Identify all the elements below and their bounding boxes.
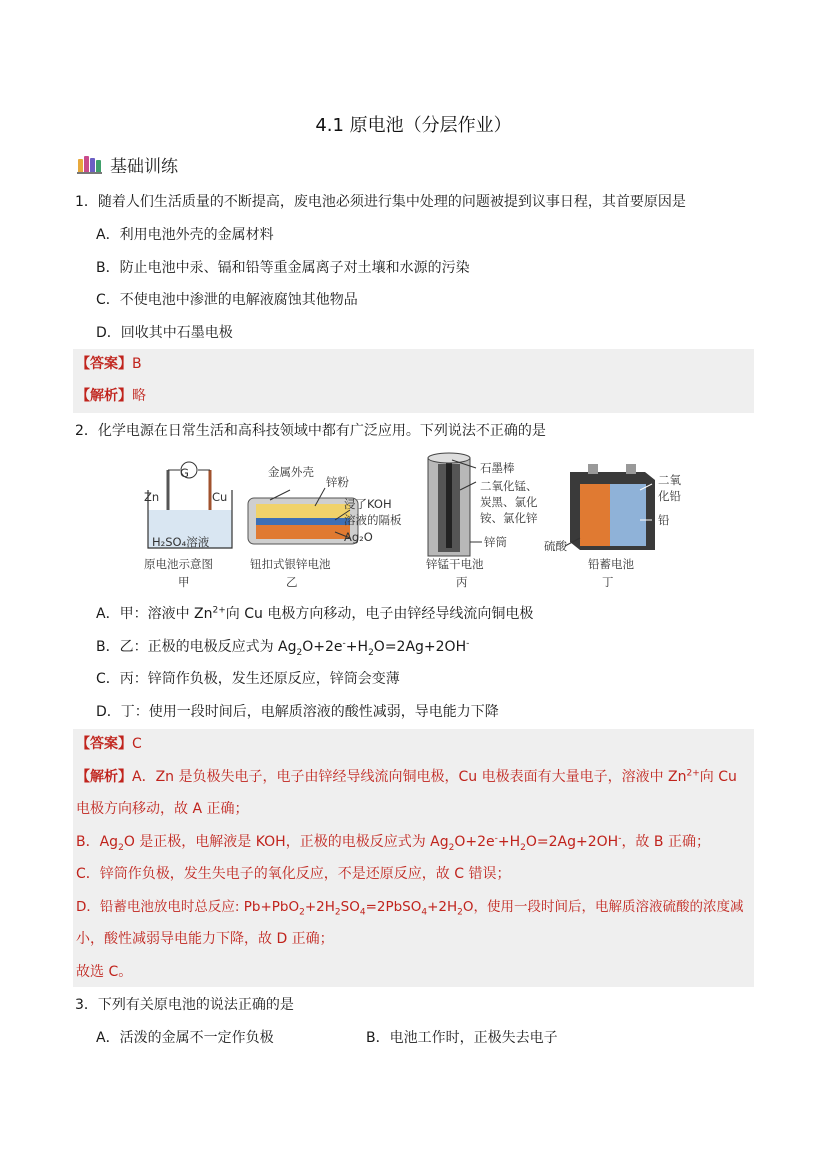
- fig-ding-label: 丁: [602, 575, 614, 589]
- fig-bing-can: 锌筒: [484, 535, 507, 549]
- fig-bing-caption: 锌锰干电池: [426, 557, 484, 571]
- q2-analysis-d: D．铅蓄电池放电时总反应: $Pb+PbO_2+2H_2SO_4=2PbSO_4+2H_2O$，使用一段时间后，电解质溶液硫酸的浓度减: [76, 899, 744, 918]
- q1-answer-line: [76, 354, 142, 374]
- page-title: 4.1 原电池（分层作业）: [315, 115, 512, 136]
- q2-analysis-a1: 【解析】A．Zn 是负极失电子，电子由锌经导线流向铜电极，Cu 电极表面有大量电子，溶液中 $Zn^{2+}$向 Cu: [76, 768, 737, 785]
- fig-jia-g: G: [180, 466, 189, 480]
- q2-answer-block: [73, 729, 754, 987]
- fig-jia-solution: H₂SO₄溶液: [152, 535, 210, 549]
- q1-answer-block: [73, 349, 754, 413]
- q1-option-b: B．防止电池中汞、镉和铅等重金属离子对土壤和水源的污染: [96, 260, 470, 276]
- section-title: 基础训练: [110, 156, 178, 177]
- q1-analysis: 略: [132, 388, 146, 404]
- fig-bing-diagram: [428, 453, 482, 556]
- fig-yi-shell: 金属外壳: [268, 465, 314, 479]
- fig-ding-pbo2-1: 二氧: [658, 473, 681, 487]
- analysis-tag: 【解析】: [76, 388, 132, 404]
- q1-stem: 1．随着人们生活质量的不断提高，废电池必须进行集中处理的问题被提到议事日程，其首要原因是: [75, 194, 686, 210]
- fig-jia-caption: 原电池示意图: [144, 557, 213, 571]
- fig-bing-rod: 石墨棒: [480, 461, 515, 475]
- q2-analysis-d2: 小，酸性减弱导电能力下降，故 D 正确；: [76, 931, 334, 947]
- fig-yi-ag2o: Ag₂O: [344, 530, 373, 544]
- q1-option-a: A．利用电池外壳的金属材料: [96, 227, 274, 243]
- q2-answer: C: [132, 736, 142, 752]
- q2-stem: 2．化学电源在日常生活和高科技领域中都有广泛应用。下列说法不正确的是: [75, 423, 546, 439]
- fig-yi-diagram: [248, 488, 358, 544]
- q3-option-b: B．电池工作时，正极失去电子: [366, 1030, 558, 1046]
- q1-analysis-line: [76, 386, 146, 406]
- q2-option-b: B．乙：正极的电极反应式为 $Ag_2O+2e^-+H_2O=2Ag+2OH^-$: [96, 638, 470, 658]
- fig-bing-mix2: 炭黑、氯化: [480, 495, 538, 509]
- fig-jia-label: 甲: [178, 575, 190, 589]
- fig-yi-koh2: 溶液的隔板: [344, 513, 402, 527]
- fig-jia-zn: Zn: [144, 490, 160, 504]
- q2-option-a: A．甲：溶液中 $Zn^{2+}$向 Cu 电极方向移动，电子由锌经导线流向铜电极: [96, 605, 534, 622]
- fig-yi-powder: 锌粉: [326, 475, 349, 489]
- q3-stem: 3．下列有关原电池的说法正确的是: [75, 997, 294, 1013]
- q1-option-d: D．回收其中石墨电极: [96, 325, 233, 341]
- fig-ding-caption: 铅蓄电池: [588, 557, 634, 571]
- q2-answer-line: 【答案】C: [76, 736, 142, 752]
- fig-jia-cu: Cu: [212, 490, 228, 504]
- section-header: [76, 151, 178, 177]
- books-icon: [76, 153, 104, 175]
- q1-option-c: C．不使电池中渗泄的电解液腐蚀其他物品: [96, 292, 358, 308]
- fig-yi-label: 乙: [286, 575, 298, 589]
- q2-analysis-a2: 电极方向移动，故 A 正确；: [76, 801, 249, 817]
- q2-option-d: D．丁：使用一段时间后，电解质溶液的酸性减弱，导电能力下降: [96, 704, 499, 720]
- fig-ding-acid: 硫酸: [544, 539, 567, 553]
- q2-option-c: C．丙：锌筒作负极，发生还原反应，锌筒会变薄: [96, 671, 400, 687]
- fig-ding-diagram: [565, 464, 655, 550]
- q2-conclusion: 故选 C。: [76, 964, 133, 980]
- q3-option-a: A．活泼的金属不一定作负极: [96, 1030, 274, 1046]
- fig-yi-caption: 钮扣式银锌电池: [250, 557, 331, 571]
- q1-answer: B: [132, 356, 142, 372]
- fig-ding-pbo2-2: 化铅: [658, 489, 681, 503]
- fig-yi-koh1: 浸了KOH: [344, 497, 392, 511]
- fig-bing-label: 丙: [456, 575, 468, 589]
- q2-analysis-b: B．$Ag_2O$ 是正极，电解液是 KOH，正极的电极反应式为 $Ag_2O+2e^-+H_2O=2Ag+2OH^-$，故 B 正确；: [76, 833, 710, 853]
- q2-analysis-c: C．锌筒作负极，发生失电子的氧化反应，不是还原反应，故 C 错误；: [76, 866, 511, 882]
- battery-diagrams: [140, 450, 700, 595]
- fig-bing-mix3: 铵、氯化锌: [480, 511, 538, 525]
- answer-tag: 【答案】: [76, 356, 132, 372]
- fig-bing-mix1: 二氧化锰、: [480, 479, 538, 493]
- battery-figures: [140, 450, 700, 595]
- fig-ding-pb: 铅: [658, 513, 670, 527]
